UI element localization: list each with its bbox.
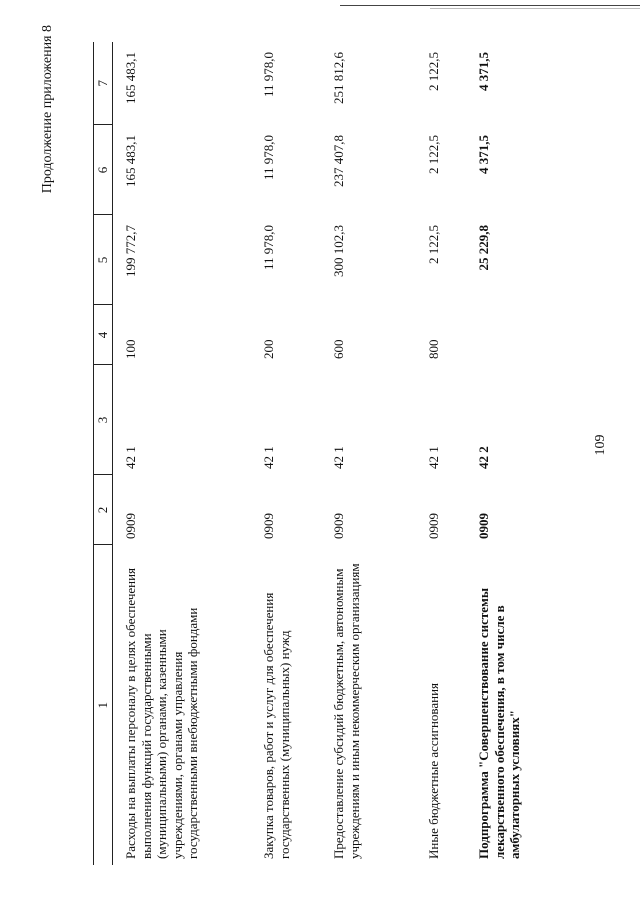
target-article-code: 42 2 (476, 446, 491, 469)
table-row-subprogram (466, 42, 566, 865)
section-code: 0909 (331, 513, 346, 539)
expense-type-code: 800 (426, 339, 441, 359)
target-article-code: 42 1 (331, 446, 346, 469)
col-number-5: 5 (94, 215, 113, 305)
column-number-row (94, 42, 113, 865)
row-name: Расходы на выплаты персоналу в целях обеспечения выполнения функций государственными (муниципальными) органами, казенными учреждениями, органами управления государственными внебюджетными фондами (123, 567, 201, 859)
amount-col6: 4 371,5 (476, 135, 491, 174)
budget-table (93, 42, 566, 865)
amount-col6: 237 407,8 (331, 135, 346, 187)
col-number-6: 6 (94, 125, 113, 215)
table-row (321, 42, 416, 865)
row-name: Иные бюджетные ассигнования (426, 682, 441, 859)
amount-col6: 165 483,1 (123, 135, 138, 187)
amount-col7: 2 122,5 (426, 52, 441, 91)
amount-col5: 199 772,7 (123, 225, 138, 277)
continuation-label: Продолжение приложения 8 (40, 25, 55, 194)
amount-col7: 4 371,5 (476, 52, 491, 91)
table-row (416, 42, 466, 865)
amount-col6: 2 122,5 (426, 135, 441, 174)
amount-col7: 165 483,1 (123, 52, 138, 104)
target-article-code: 42 1 (123, 446, 138, 469)
amount-col5: 25 229,8 (476, 225, 491, 271)
expense-type-code: 200 (261, 339, 276, 359)
col-number-4: 4 (94, 305, 113, 365)
expense-type-code: 600 (331, 339, 346, 359)
page-number: 109 (593, 434, 608, 456)
amount-col5: 2 122,5 (426, 225, 441, 264)
col-number-1: 1 (94, 545, 113, 865)
row-name: Закупка товаров, работ и услуг для обеспечения государственных (муниципальных) нужд (261, 592, 292, 859)
expense-type-code: 100 (123, 339, 138, 359)
col-number-7: 7 (94, 42, 113, 125)
section-code: 0909 (261, 513, 276, 539)
amount-col6: 11 978,0 (261, 135, 276, 181)
section-code: 0909 (123, 513, 138, 539)
expense-type-code (466, 305, 566, 365)
section-code: 0909 (476, 513, 491, 539)
target-article-code: 42 1 (261, 446, 276, 469)
table-row (113, 42, 252, 865)
section-code: 0909 (426, 513, 441, 539)
amount-col5: 300 102,3 (331, 225, 346, 277)
target-article-code: 42 1 (426, 446, 441, 469)
amount-col7: 251 812,6 (331, 52, 346, 104)
amount-col7: 11 978,0 (261, 52, 276, 98)
col-number-3: 3 (94, 365, 113, 475)
row-name: Предоставление субсидий бюджетным, автономным учреждениям и иным некоммерческим организациям (331, 563, 362, 859)
amount-col5: 11 978,0 (261, 225, 276, 271)
table-row (251, 42, 321, 865)
col-number-2: 2 (94, 475, 113, 545)
row-name: Подпрограмма "Совершенствование системы лекарственного обеспечения, в том числе в амбулаторных условиях" (476, 587, 523, 859)
